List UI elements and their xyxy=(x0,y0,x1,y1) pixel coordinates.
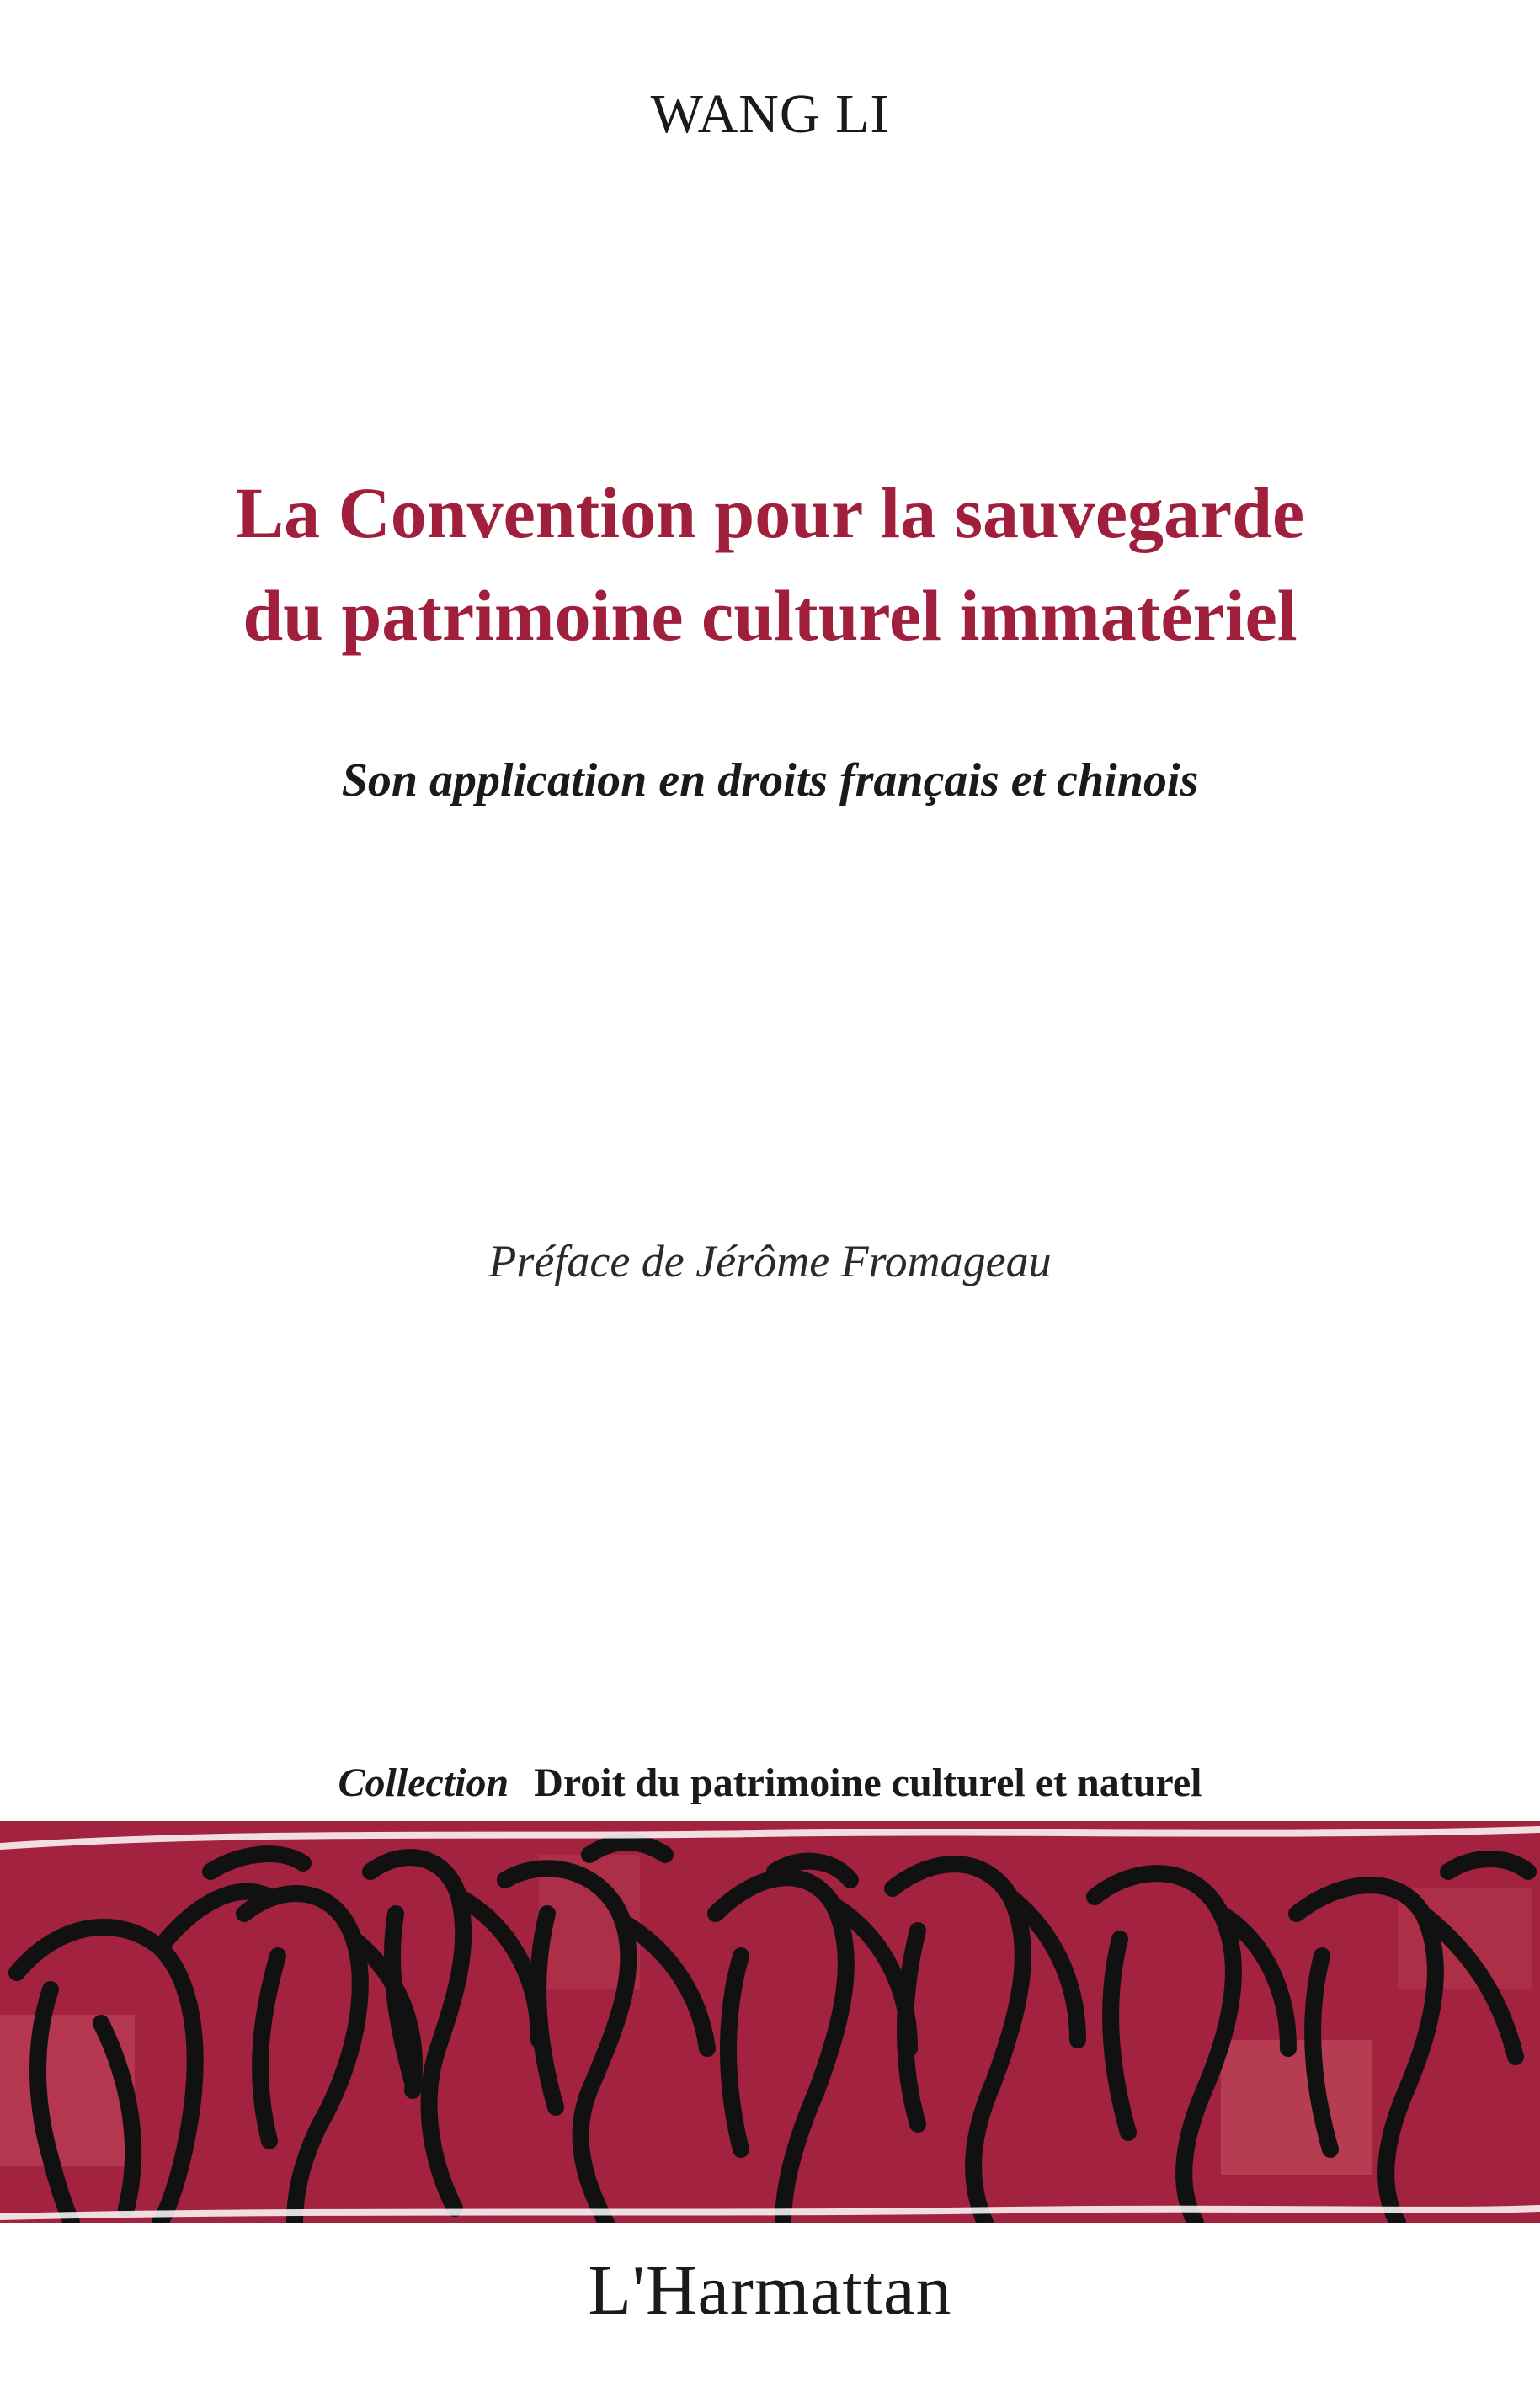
collection-name: Droit du patrimoine culturel et naturel xyxy=(534,1760,1202,1805)
dancing-figures-illustration xyxy=(0,1821,1540,2223)
collection-label: Collection xyxy=(338,1760,509,1805)
book-subtitle: Son application en droits français et chinois xyxy=(341,754,1199,807)
author-name: WANG LI xyxy=(650,83,890,145)
book-title-line-2: du patrimoine culturel immatériel xyxy=(242,575,1298,656)
book-title xyxy=(0,461,1540,667)
preface-credit: Préface de Jérôme Fromageau xyxy=(488,1236,1052,1286)
book-title-line-1: La Convention pour la sauvegarde xyxy=(235,472,1305,553)
publisher-logo-text: L'Harmattan xyxy=(588,2251,952,2330)
collection-line xyxy=(0,1760,1540,1806)
